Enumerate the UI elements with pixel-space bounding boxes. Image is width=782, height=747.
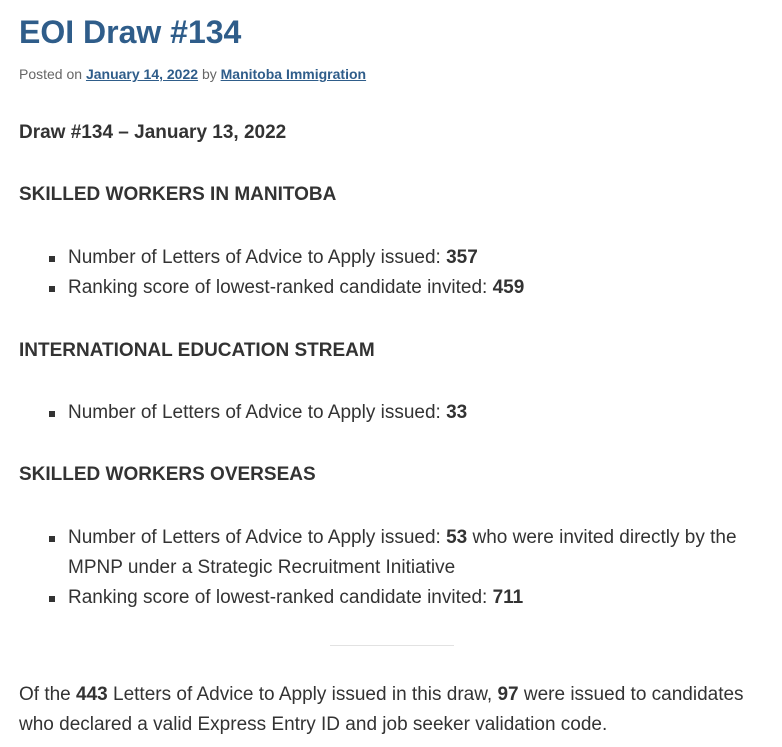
author-link[interactable]: Manitoba Immigration xyxy=(220,66,367,82)
draw-heading: Draw #134 – January 13, 2022 xyxy=(19,122,287,143)
divider xyxy=(330,645,454,646)
item-label: Number of Letters of Advice to Apply issued: xyxy=(68,527,447,548)
item-value: 53 xyxy=(446,527,468,548)
list-skilled-workers-overseas xyxy=(0,523,782,613)
item-suffix: who were invited directly by the MPNP under a Strategic Recruitment Initiative xyxy=(68,527,737,578)
list-skilled-workers-manitoba xyxy=(0,243,782,303)
item-label: Ranking score of lowest-ranked candidate invited: xyxy=(68,277,493,298)
list-item xyxy=(0,583,782,613)
item-label: Number of Letters of Advice to Apply issued: xyxy=(68,247,447,268)
summary-part2: Letters of Advice to Apply issued in this draw, xyxy=(107,684,498,705)
section-heading-skilled-workers-overseas: SKILLED WORKERS OVERSEAS xyxy=(19,464,316,485)
item-value: 357 xyxy=(446,247,478,268)
summary-part1: Of the xyxy=(19,684,77,705)
list-item xyxy=(0,398,782,428)
post-date-link[interactable]: January 14, 2022 xyxy=(85,66,199,82)
list-international-education xyxy=(0,398,782,428)
post-meta xyxy=(19,65,366,83)
by-label: by xyxy=(201,66,217,82)
summary-total: 443 xyxy=(76,684,108,705)
posted-on-label: Posted on xyxy=(19,66,83,82)
item-label: Ranking score of lowest-ranked candidate invited: xyxy=(68,587,493,608)
item-value: 33 xyxy=(446,402,468,423)
item-label: Number of Letters of Advice to Apply issued: xyxy=(68,402,447,423)
section-heading-skilled-workers-manitoba: SKILLED WORKERS IN MANITOBA xyxy=(19,184,337,205)
bullet-icon xyxy=(49,596,55,602)
list-item xyxy=(0,523,782,583)
summary-express-entry-count: 97 xyxy=(497,684,519,705)
summary-part3: were issued to candidates who declared a valid Express Entry ID and job seeker validation code. xyxy=(19,684,744,735)
bullet-icon xyxy=(49,536,55,542)
list-item xyxy=(0,243,782,273)
bullet-icon xyxy=(49,411,55,417)
bullet-icon xyxy=(49,286,55,292)
item-value: 459 xyxy=(492,277,525,298)
bullet-icon xyxy=(49,256,55,262)
list-item xyxy=(0,273,782,303)
item-value: 711 xyxy=(492,587,524,608)
page-title: EOI Draw #134 xyxy=(19,14,242,50)
section-heading-international-education: INTERNATIONAL EDUCATION STREAM xyxy=(19,340,375,361)
summary-paragraph xyxy=(19,680,759,740)
